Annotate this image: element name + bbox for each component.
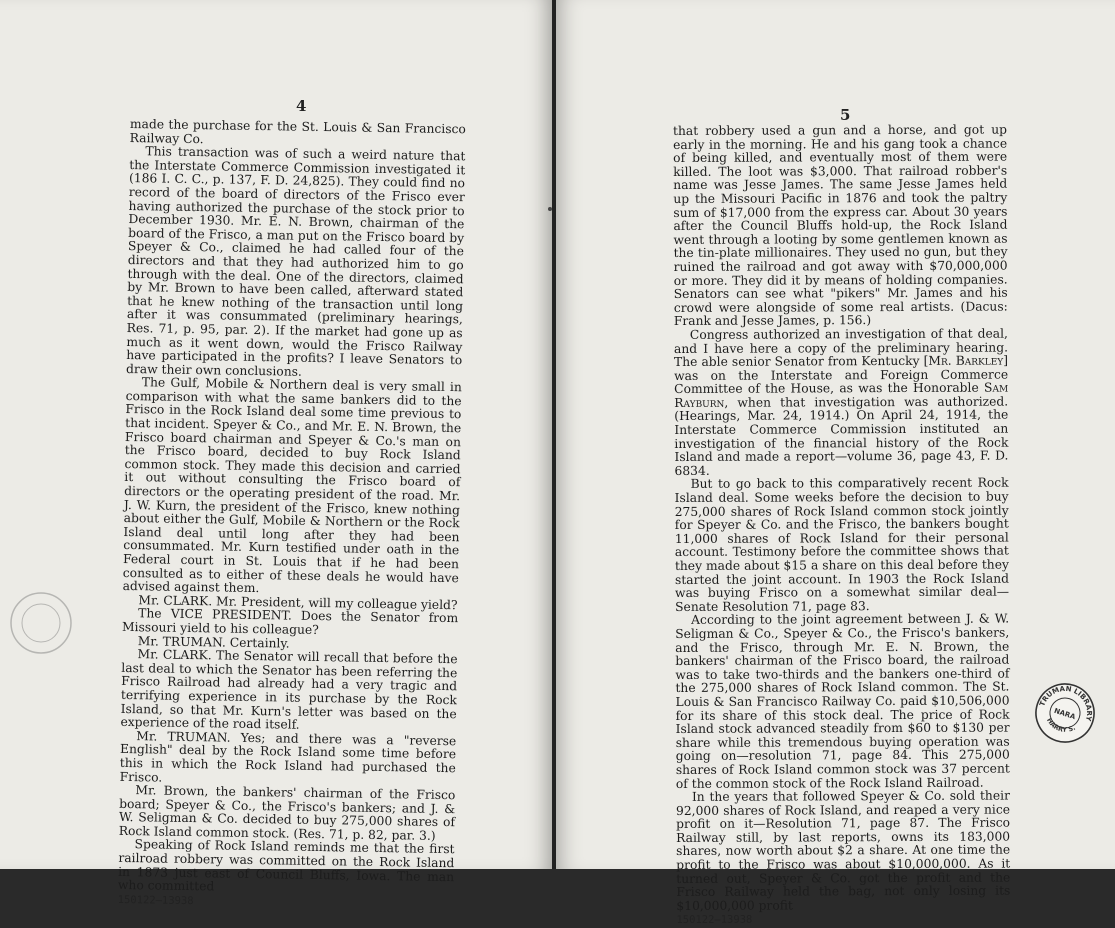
- job-number-right: 150122—13938: [676, 914, 753, 927]
- paragraph: This transaction was of such a weird nature that the Interstate Commerce Commission investigated it (186 I. C. C., p. 137, F. D. 24,825). They could find no record of the board of directors of the Frisco ever having authorized the purchase of the stock prior to December 1930. Mr. E. N. Brown, chairman of the board of the Frisco, a man put on the Frisco board by Speyer & Co., claimed he had called four of the directors and that they had authorized him to go through with the deal. One of the directors, claimed by Mr. Brown to have been called, afterward stated that he knew nothing of the transaction until long after it was consummated (preliminary hearings, Res. 71, p. 95, par. 2). If the market had gone up as much as it went down, would the Frisco Railway have participated in the profits? I leave Senators to draw their own conclusions.: [125, 144, 466, 379]
- representative-name: Sam Rayburn: [674, 380, 1009, 410]
- paragraph: The VICE PRESIDENT. Does the Senator from Missouri yield to his colleague?: [121, 606, 459, 637]
- senator-name: Mr. Barkley: [928, 353, 1004, 368]
- paragraph: that robbery used a gun and a horse, and got up early in the morning. He and his gang took a chance of being killed, and eventually most of them were killed. The loot was $3,000. That railroad robber's name was Jesse James. The same Jesse James held up the Missouri Pacific in 1876 and took the paltry sum of $17,000 from the express car. About 30 years after the Council Bluffs hold-up, the Rock Island went through a looting by some gentlemen known as the tin-plate millionaires. They used no gun, but they ruined the railroad and got away with $70,000,000 or more. They did it by means of holding companies. Senators can see what "pikers" Mr. James and his crowd were alongside of some real artists. (Dacus: Frank and Jesse James, p. 156.): [672, 122, 1008, 329]
- left-page-text: [118, 118, 466, 913]
- job-number-left: 150122—13938: [117, 893, 194, 907]
- paragraph: Mr. Brown, the bankers' chairman of the Frisco board; Speyer & Co., the Frisco's bankers; and J. & W. Seligman & Co. decided to buy 275,000 shares of Rock Island common stock. (Res. 71, p. 82, par. 3.): [118, 783, 456, 843]
- page-number-left: 4: [296, 97, 307, 115]
- paragraph: But to go back to this comparatively recent Rock Island deal. Some weeks before the decision to buy 275,000 shares of Rock Island common stock jointly for Speyer & Co. and the Frisco, the bankers bought 11,000 shares of Rock Island for their personal account. Testimony before the committee shows that they made about $15 a share on this deal before they started the joint account. In 1903 the Rock Island was buying Frisco on a somewhat similar deal—Senate Resolution 71, page 83.: [674, 475, 1010, 614]
- paragraph: Mr. TRUMAN. Certainly.: [137, 633, 290, 651]
- paragraph: The Gulf, Mobile & Northern deal is very small in comparison with what the same bankers did to the Frisco in the Rock Island deal some time previous to that incident. Speyer & Co., and Mr. E. N. Brown, the Frisco board chairman and Speyer & Co.'s man on the Frisco board, decided to buy Rock Island common stock. They made this decision and carried it out without consulting the Frisco board of directors or the operating president of the road. Mr. J. W. Kurn, the president of the Frisco, knew nothing about either the Gulf, Mobile & Northern or the Rock Island deal until long after they had been consummated. Mr. Kurn testified under oath in the Federal court in St. Louis that if he had been consulted as to either of these deals he would have advised against them.: [122, 375, 462, 596]
- svg-text:HARRY S.: HARRY S.: [1045, 716, 1077, 734]
- paragraph: made the purchase for the St. Louis & San Francisco Railway Co.: [129, 117, 466, 146]
- svg-text:TRUMAN LIBRARY: TRUMAN LIBRARY: [1038, 684, 1094, 722]
- right-page: [556, 0, 1115, 927]
- left-page: [0, 0, 552, 907]
- paragraph: In the years that followed Speyer & Co. sold their 92,000 shares of Rock Island, and reaped a very nice profit on it—Resolution 71, page 87. The Frisco Railway still, by last reports, owns its 183,000 shares, now worth about $2 a share. At one time the profit to the Frisco was about $10,000,000. As it turned out, Speyer & Co. got the profit and the Frisco Railway held the bag, not only losing its $10,000,000 profit: [675, 788, 1011, 913]
- paragraph: Mr. CLARK. The Senator will recall that before the last deal to which the Senator has been referring the Frisco Railroad had already had a very tragic and terrifying experience in its purchase by the Rock Island, so that Mr. Kurn's letter was based on the experience of the road itself.: [120, 647, 458, 732]
- paragraph: Congress authorized an investigation of that deal, and I have here a copy of the preliminary hearing. The able senior Senator from Kentucky [Mr. Barkley] was on the Interstate and Foreign Commerce Committee of the House, as was the Honorable Sam Rayburn, when that investigation was authorized. (Hearings, Mar. 24, 1914.) On April 24, 1914, the Interstate Commerce Commission instituted an investigation of the financial history of the Rock Island and made a report—volume 36, page 43, F. D. 6834.: [673, 326, 1009, 478]
- margin-mark: [548, 207, 552, 211]
- faint-library-stamp-icon: [8, 590, 74, 656]
- right-page-text: [673, 124, 1011, 928]
- page-number-right: 5: [840, 106, 851, 124]
- svg-text:NARA: NARA: [1052, 706, 1077, 722]
- paragraph: Speaking of Rock Island reminds me that the first railroad robbery was committed on the Rock Island in 1873 just east of Council Bluffs, Iowa. The man who committed: [117, 837, 455, 894]
- paragraph: According to the joint agreement between J. & W. Seligman & Co., Speyer & Co., the Frisco's bankers, and the Frisco, through Mr. E. N. Brown, the bankers' chairman of the Frisco board, the railroad was to take two-thirds and the bankers one-third of the 275,000 shares of Rock Island common. The St. Louis & San Francisco Railway Co. paid $10,506,000 for its share of this stock deal. The price of Rock Island stock advanced steadily from $60 to $130 per share while this tremendous buying operation was going on—resolution 71, page 84. This 275,000 shares of Rock Island common stock was 37 percent of the common stock of the Rock Island Railroad.: [675, 611, 1010, 791]
- paragraph: Mr. CLARK. Mr. President, will my colleague yield?: [138, 592, 458, 612]
- paragraph: Mr. TRUMAN. Yes; and there was a "reverse English" deal by the Rock Island some time before this in which the Rock Island had purchased the Frisco.: [119, 728, 457, 785]
